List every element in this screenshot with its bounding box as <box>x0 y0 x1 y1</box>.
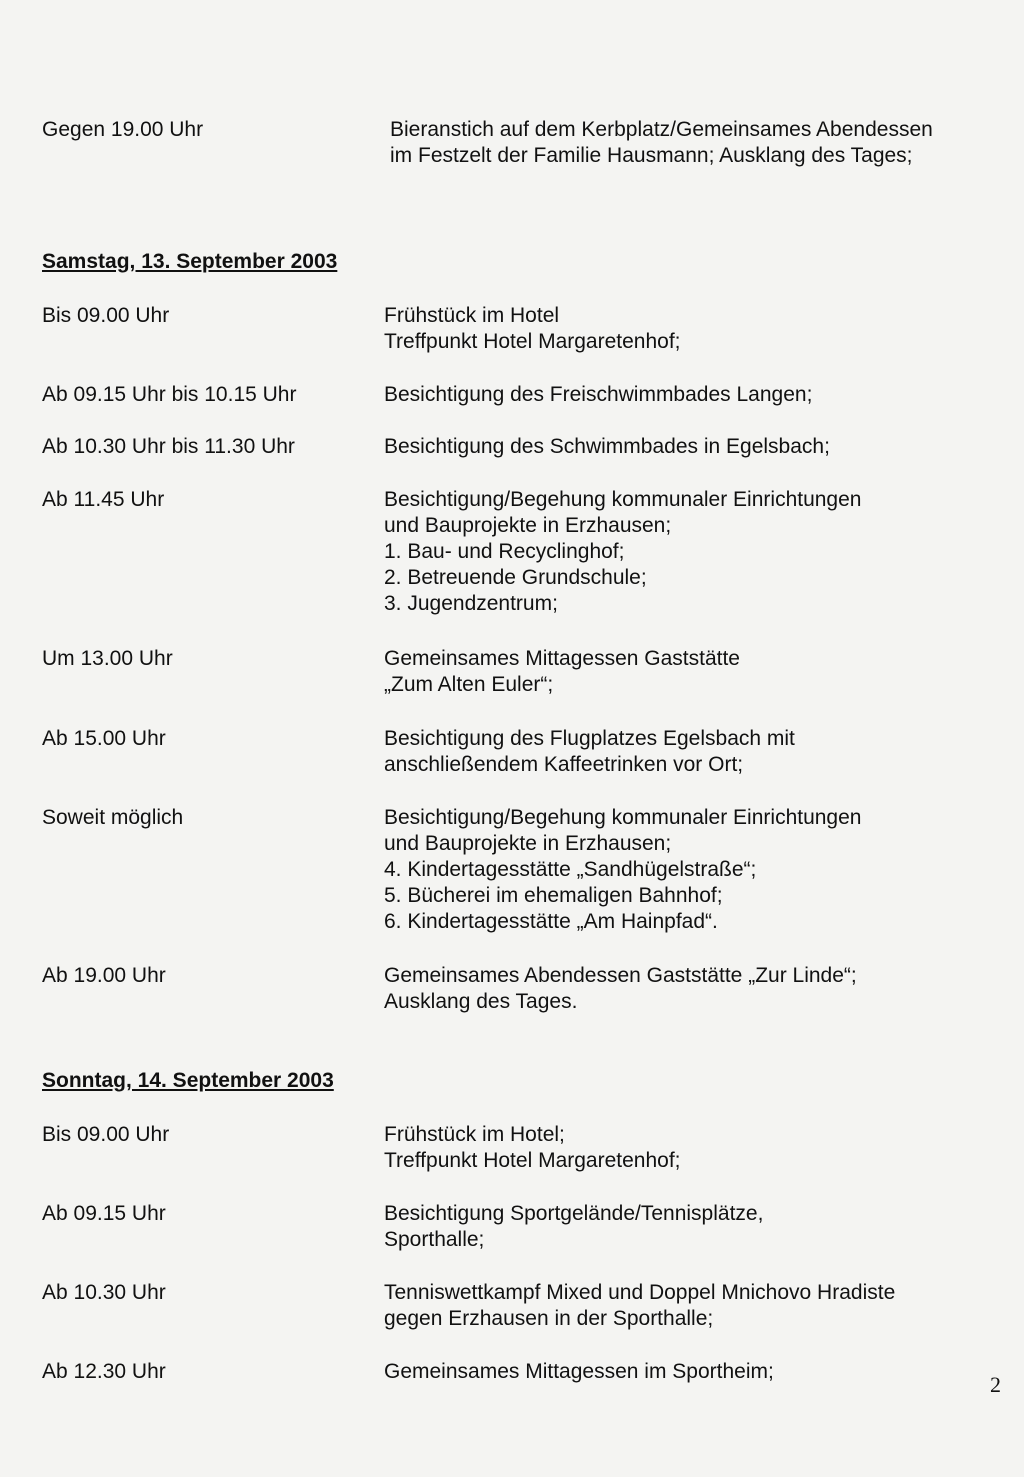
entry-line: Frühstück im Hotel; <box>384 1123 565 1146</box>
entry-time: Ab 11.45 Uhr <box>42 488 165 511</box>
entry-line: 1. Bau- und Recyclinghof; <box>384 540 625 563</box>
entry-line: und Bauprojekte in Erzhausen; <box>384 514 672 537</box>
entry-line: Besichtigung/Begehung kommunaler Einrichtungen <box>384 488 862 511</box>
entry-line: 6. Kindertagesstätte „Am Hainpfad“. <box>384 910 718 933</box>
entry-time: Gegen 19.00 Uhr <box>42 118 204 141</box>
entry-line: Treffpunkt Hotel Margaretenhof; <box>384 330 681 353</box>
entry-line: Bieranstich auf dem Kerbplatz/Gemeinsames Abendessen <box>390 118 933 141</box>
entry-description <box>384 726 795 778</box>
entry-line: und Bauprojekte in Erzhausen; <box>384 832 672 855</box>
entry-time: Ab 10.30 Uhr bis 11.30 Uhr <box>42 435 295 458</box>
entry-description <box>384 646 740 698</box>
entry-line: Gemeinsames Abendessen Gaststätte „Zur Linde“; <box>384 964 857 987</box>
page-number: 2 <box>990 1372 1001 1397</box>
entry-line: Sporthalle; <box>384 1228 485 1251</box>
entry-time: Ab 09.15 Uhr <box>42 1202 166 1225</box>
entry-time: Um 13.00 Uhr <box>42 647 173 670</box>
entry-time: Bis 09.00 Uhr <box>42 304 170 327</box>
entry-description <box>384 1122 681 1174</box>
entry-line: Ausklang des Tages. <box>384 990 578 1013</box>
entry-line: Treffpunkt Hotel Margaretenhof; <box>384 1149 681 1172</box>
entry-time: Ab 19.00 Uhr <box>42 964 166 987</box>
entry-description <box>384 1359 774 1385</box>
section-heading-saturday: Samstag, 13. September 2003 <box>42 250 338 273</box>
entry-line: Besichtigung des Freischwimmbades Langen; <box>384 383 813 406</box>
entry-line: Tenniswettkampf Mixed und Doppel Mnichovo Hradiste <box>384 1281 896 1304</box>
entry-description <box>390 117 933 169</box>
entry-line: Gemeinsames Mittagessen Gaststätte <box>384 647 740 670</box>
entry-description <box>384 434 830 460</box>
entry-line: 2. Betreuende Grundschule; <box>384 566 647 589</box>
entry-line: Gemeinsames Mittagessen im Sportheim; <box>384 1360 774 1383</box>
entry-description <box>384 1280 895 1332</box>
entry-time: Ab 09.15 Uhr bis 10.15 Uhr <box>42 383 297 406</box>
entry-line: Besichtigung Sportgelände/Tennisplätze, <box>384 1202 764 1225</box>
entry-time: Ab 12.30 Uhr <box>42 1360 166 1383</box>
entry-description <box>384 805 861 935</box>
entry-line: 5. Bücherei im ehemaligen Bahnhof; <box>384 884 723 907</box>
entry-description <box>384 303 681 355</box>
entry-line: Besichtigung/Begehung kommunaler Einrichtungen <box>384 806 862 829</box>
entry-line: im Festzelt der Familie Hausmann; Ausklang des Tages; <box>390 144 913 167</box>
section-heading-sunday: Sonntag, 14. September 2003 <box>42 1069 334 1092</box>
entry-description <box>384 963 857 1015</box>
entry-time: Ab 10.30 Uhr <box>42 1281 166 1304</box>
entry-line: Besichtigung des Flugplatzes Egelsbach mit <box>384 727 795 750</box>
entry-time: Bis 09.00 Uhr <box>42 1123 170 1146</box>
entry-line: „Zum Alten Euler“; <box>384 673 554 696</box>
entry-description <box>384 487 861 617</box>
entry-time: Soweit möglich <box>42 806 184 829</box>
entry-description <box>384 382 812 408</box>
entry-line: gegen Erzhausen in der Sporthalle; <box>384 1307 714 1330</box>
entry-line: 3. Jugendzentrum; <box>384 592 558 615</box>
entry-line: Frühstück im Hotel <box>384 304 560 327</box>
entry-description <box>384 1201 763 1253</box>
entry-time: Ab 15.00 Uhr <box>42 727 166 750</box>
entry-line: 4. Kindertagesstätte „Sandhügelstraße“; <box>384 858 757 881</box>
entry-line: Besichtigung des Schwimmbades in Egelsbach; <box>384 435 830 458</box>
entry-line: anschließendem Kaffeetrinken vor Ort; <box>384 753 744 776</box>
